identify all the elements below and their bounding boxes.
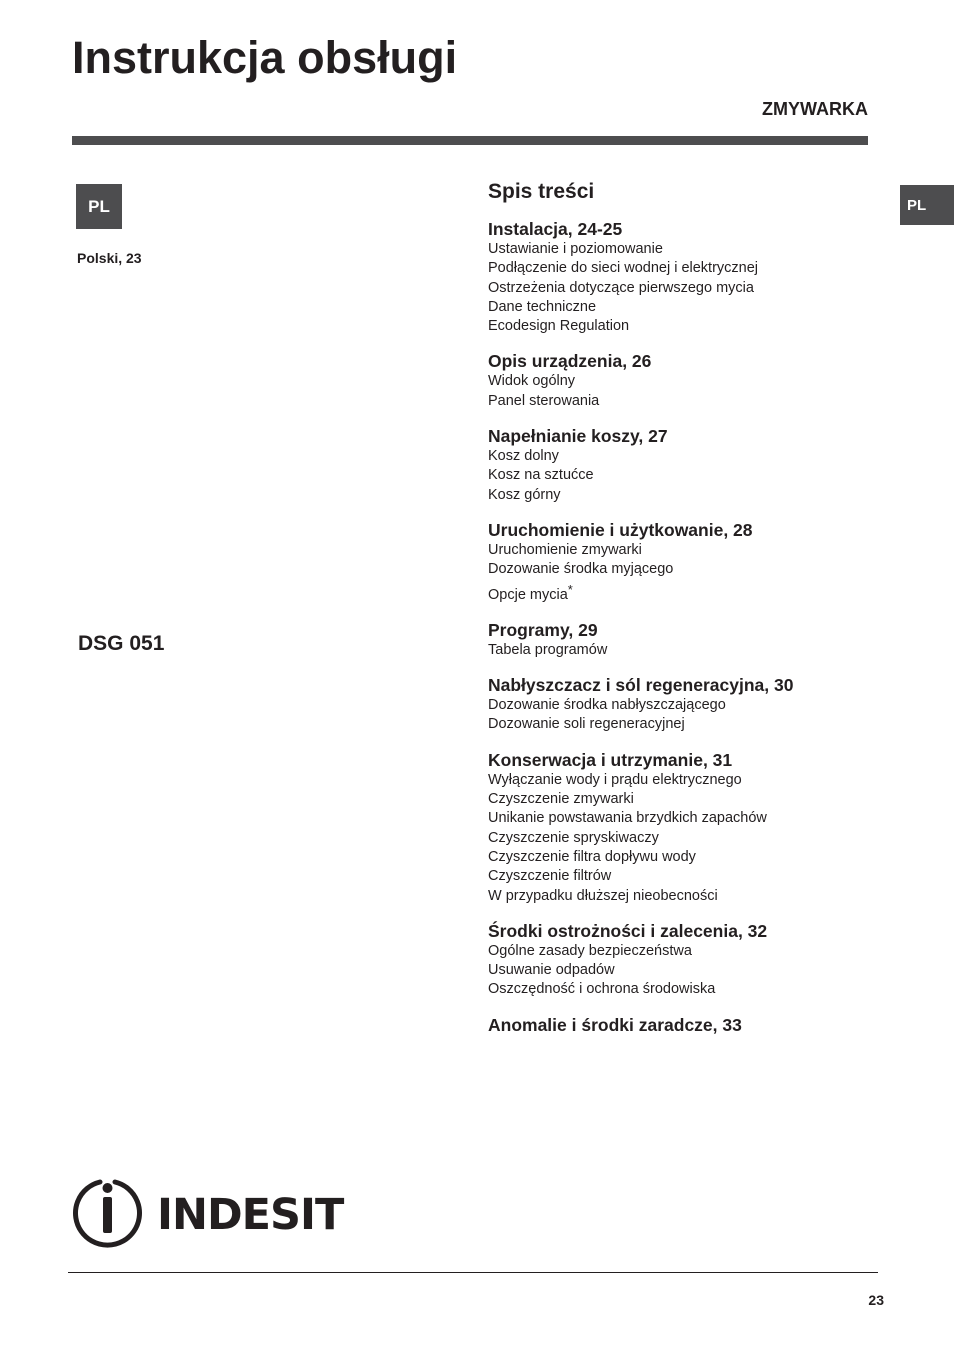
toc-item: Dozowanie soli regeneracyjnej: [488, 716, 685, 733]
language-index: Polski, 23: [77, 250, 142, 266]
side-language-tab: PL: [900, 185, 954, 225]
toc-item: Czyszczenie filtra dopływu wody: [488, 848, 696, 865]
toc-section-safety: [488, 921, 888, 1000]
svg-text:INDESIT: INDESIT: [157, 1190, 344, 1240]
toc-item: Ogólne zasady bezpieczeństwa: [488, 942, 692, 959]
toc-item: Dozowanie środka myjącego: [488, 561, 674, 578]
toc-section-troubleshooting: [488, 1015, 888, 1036]
model-number: DSG 051: [78, 632, 165, 655]
toc-heading: Napełnianie koszy, 27: [488, 426, 668, 447]
toc-section-description: [488, 351, 888, 411]
toc-section-rinse-aid-salt: [488, 675, 888, 735]
footer-divider: [68, 1272, 878, 1273]
header-divider: [72, 136, 868, 145]
page-title: Instrukcja obsługi: [72, 32, 458, 83]
toc-item: Panel sterowania: [488, 392, 600, 409]
asterisk-marker: *: [567, 581, 573, 597]
toc-item: Ustawianie i poziomowanie: [488, 241, 663, 257]
toc-item: Wyłączanie wody i prądu elektrycznego: [488, 771, 742, 788]
brand-logo: [72, 1170, 347, 1253]
toc-heading: Programy, 29: [488, 619, 598, 640]
toc-item: Tabela programów: [488, 641, 608, 658]
toc-item: Ecodesign Regulation: [488, 318, 630, 335]
toc-heading: Konserwacja i utrzymanie, 31: [488, 749, 733, 770]
indesit-logo-icon: [72, 1170, 347, 1248]
toc-item: Unikanie powstawania brzydkich zapachów: [488, 810, 767, 827]
toc-heading: Środki ostrożności i zalecenia, 32: [488, 920, 768, 941]
toc-item-with-marker: [488, 580, 888, 605]
toc-item: Widok ogólny: [488, 373, 576, 390]
toc-item: Dozowanie środka nabłyszczającego: [488, 697, 726, 714]
toc-item: Uruchomienie zmywarki: [488, 541, 642, 558]
toc-item: Czyszczenie spryskiwaczy: [488, 829, 659, 846]
toc-heading: Instalacja, 24-25: [488, 219, 623, 239]
toc-section-operation: [488, 520, 888, 605]
toc-item: Oszczędność i ochrona środowiska: [488, 981, 716, 998]
toc-item-text: Opcje mycia: [488, 586, 568, 603]
toc-heading: Uruchomienie i użytkowanie, 28: [488, 519, 753, 540]
document-subtitle: ZMYWARKA: [762, 99, 868, 119]
toc-item: Ostrzeżenia dotyczące pierwszego mycia: [488, 279, 754, 296]
toc-section-maintenance: [488, 750, 888, 906]
language-badge: PL: [76, 184, 122, 229]
toc-item: W przypadku dłuższej nieobecności: [488, 887, 718, 904]
toc-item: Czyszczenie filtrów: [488, 868, 612, 885]
toc-item: Czyszczenie zmywarki: [488, 791, 634, 808]
toc-section-programs: [488, 620, 888, 660]
table-of-contents: [488, 179, 888, 1051]
toc-item: Usuwanie odpadów: [488, 962, 615, 979]
toc-item: Podłączenie do sieci wodnej i elektrycznej: [488, 260, 759, 277]
toc-heading: Opis urządzenia, 26: [488, 351, 652, 372]
toc-item: Kosz górny: [488, 486, 561, 503]
toc-item: Kosz dolny: [488, 448, 559, 465]
toc-heading: Nabłyszczacz i sól regeneracyjna, 30: [488, 675, 794, 696]
toc-title: Spis treści: [488, 180, 595, 203]
page-number: 23: [868, 1292, 884, 1308]
toc-item: Dane techniczne: [488, 298, 597, 315]
toc-section-baskets: [488, 426, 888, 505]
toc-section-installation: [488, 219, 888, 336]
toc-heading: Anomalie i środki zaradcze, 33: [488, 1014, 742, 1035]
toc-item: Kosz na sztućce: [488, 467, 594, 484]
